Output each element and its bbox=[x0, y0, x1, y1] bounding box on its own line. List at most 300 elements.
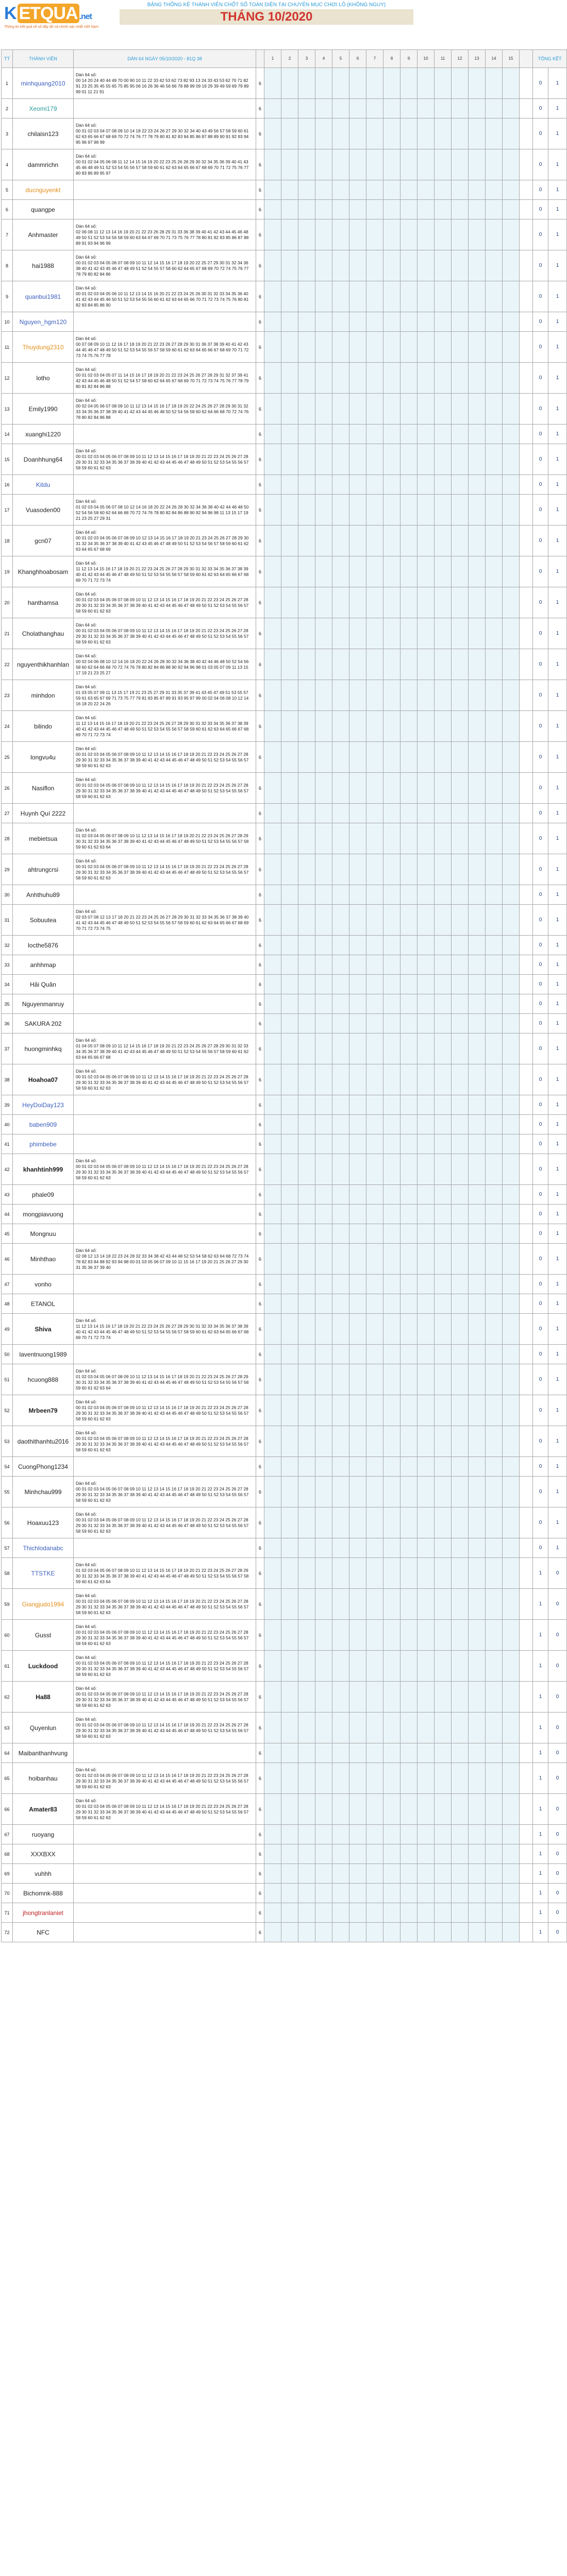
member-link[interactable]: locthe5876 bbox=[28, 941, 58, 949]
win-marker bbox=[520, 1903, 533, 1923]
member-name[interactable] bbox=[13, 1884, 74, 1903]
member-link[interactable]: daothithanhtu2016 bbox=[17, 1437, 69, 1445]
table-row bbox=[2, 526, 567, 556]
member-link[interactable]: minhquang2010 bbox=[21, 79, 65, 87]
number-set bbox=[74, 99, 256, 118]
member-link[interactable]: Xeomi179 bbox=[29, 105, 57, 112]
member-link[interactable]: Thuydung2310 bbox=[22, 343, 64, 351]
day-result-9 bbox=[401, 1651, 418, 1682]
member-link[interactable]: mongpiavuong bbox=[23, 1210, 63, 1218]
member-link[interactable]: Quyenlun bbox=[29, 1724, 57, 1732]
member-link[interactable]: jhongtranlaniet bbox=[23, 1909, 63, 1917]
member-link[interactable]: nguyenthikhanhlan bbox=[17, 660, 69, 668]
day-result-5 bbox=[332, 332, 349, 363]
member-link[interactable]: laventnuong1989 bbox=[19, 1350, 67, 1358]
member-name[interactable] bbox=[13, 425, 74, 444]
member-link[interactable]: bilindo bbox=[34, 722, 52, 730]
day-result-6 bbox=[349, 1903, 366, 1923]
number-count: 6 bbox=[256, 1538, 264, 1558]
day-result-7 bbox=[366, 1064, 383, 1095]
day-result-1 bbox=[264, 1345, 281, 1364]
total-losses: 1 bbox=[548, 1064, 567, 1095]
member-name[interactable] bbox=[13, 526, 74, 556]
day-result-1 bbox=[264, 1115, 281, 1134]
day-result-6 bbox=[349, 885, 366, 905]
day-result-9 bbox=[401, 885, 418, 905]
total-losses: 1 bbox=[548, 200, 567, 219]
day-result-10 bbox=[418, 363, 435, 394]
member-name[interactable] bbox=[13, 680, 74, 711]
member-name[interactable] bbox=[13, 1682, 74, 1713]
row-number: 13 bbox=[2, 394, 13, 425]
day-result-10 bbox=[418, 1134, 435, 1154]
member-link[interactable]: hoibanhau bbox=[28, 1774, 58, 1782]
member-link[interactable]: baben909 bbox=[29, 1121, 57, 1128]
member-link[interactable]: anhhmap bbox=[30, 961, 56, 969]
member-link[interactable]: phimbebe bbox=[29, 1140, 57, 1148]
day-result-1 bbox=[264, 1477, 281, 1507]
day-result-15 bbox=[503, 332, 520, 363]
day-result-14 bbox=[486, 281, 503, 312]
day-result-4 bbox=[315, 1205, 332, 1224]
day-result-8 bbox=[383, 394, 401, 425]
day-result-15 bbox=[503, 804, 520, 823]
member-link[interactable]: hcuong888 bbox=[27, 1376, 59, 1383]
day-result-10 bbox=[418, 1620, 435, 1651]
win-marker bbox=[520, 854, 533, 885]
member-link[interactable]: Hoahoa07 bbox=[28, 1076, 58, 1083]
member-link[interactable]: vonho bbox=[35, 1280, 52, 1288]
member-name[interactable] bbox=[13, 1244, 74, 1275]
member-name[interactable] bbox=[13, 1864, 74, 1884]
member-name[interactable] bbox=[13, 1426, 74, 1457]
member-name[interactable] bbox=[13, 1185, 74, 1205]
member-name[interactable] bbox=[13, 1294, 74, 1314]
member-link[interactable]: vuhhh bbox=[35, 1870, 52, 1877]
member-name[interactable] bbox=[13, 1064, 74, 1095]
day-result-2 bbox=[281, 1095, 298, 1115]
member-link[interactable]: xuanghi1220 bbox=[25, 430, 61, 438]
day-result-2 bbox=[281, 68, 298, 99]
total-wins: 0 bbox=[533, 149, 548, 180]
member-link[interactable]: Mrbeen79 bbox=[28, 1406, 58, 1414]
col-day-10: 10 bbox=[418, 50, 435, 68]
member-link[interactable]: Anhthuhu89 bbox=[26, 891, 60, 899]
member-name[interactable] bbox=[13, 1154, 74, 1185]
day-result-14 bbox=[486, 1457, 503, 1477]
member-link[interactable]: hai1988 bbox=[32, 262, 54, 269]
day-result-2 bbox=[281, 994, 298, 1014]
row-number: 25 bbox=[2, 742, 13, 773]
member-name[interactable] bbox=[13, 1507, 74, 1538]
day-result-14 bbox=[486, 1275, 503, 1294]
day-result-10 bbox=[418, 99, 435, 118]
day-result-4 bbox=[315, 1589, 332, 1620]
member-name[interactable] bbox=[13, 219, 74, 250]
member-link[interactable]: Ha88 bbox=[36, 1693, 51, 1701]
row-number: 54 bbox=[2, 1457, 13, 1477]
day-result-14 bbox=[486, 1844, 503, 1864]
day-result-15 bbox=[503, 1844, 520, 1864]
table-row bbox=[2, 854, 567, 885]
member-name[interactable] bbox=[13, 495, 74, 526]
member-link[interactable]: Mongnuu bbox=[30, 1230, 56, 1238]
total-losses: 1 bbox=[548, 495, 567, 526]
member-name[interactable] bbox=[13, 975, 74, 994]
row-number: 19 bbox=[2, 556, 13, 587]
day-result-2 bbox=[281, 475, 298, 495]
total-wins: 1 bbox=[533, 1558, 548, 1589]
member-name[interactable] bbox=[13, 444, 74, 475]
logo-letter: K bbox=[4, 4, 16, 23]
day-result-11 bbox=[435, 1014, 452, 1033]
number-set: Dàn 64 số: 01 03 05 07 09 11 13 15 17 19 21 23 25 27 29 31 33 35 37 39 41 43 45 47 49 51 53 55 57 59 61 63 65 67 69 71 73 75 77 79 81 83 85 87 89 91 93 95 97 99 00 02 04 06 08 10 12 14 16 18 20 22 24 26 bbox=[74, 680, 256, 711]
day-result-6 bbox=[349, 823, 366, 854]
day-result-9 bbox=[401, 444, 418, 475]
member-link[interactable]: Gusst bbox=[35, 1631, 52, 1639]
member-name[interactable] bbox=[13, 1345, 74, 1364]
table-row bbox=[2, 994, 567, 1014]
member-name[interactable] bbox=[13, 618, 74, 649]
member-link[interactable]: Cholathanghau bbox=[22, 630, 64, 637]
day-result-9 bbox=[401, 1589, 418, 1620]
total-losses: 1 bbox=[548, 742, 567, 773]
member-name[interactable] bbox=[13, 1457, 74, 1477]
member-link[interactable]: Vuasoden00 bbox=[26, 506, 60, 514]
day-result-3 bbox=[298, 1064, 315, 1095]
day-result-5 bbox=[332, 556, 349, 587]
member-name[interactable] bbox=[13, 823, 74, 854]
member-link[interactable]: phale09 bbox=[32, 1191, 54, 1198]
member-name[interactable] bbox=[13, 936, 74, 955]
day-result-7 bbox=[366, 1154, 383, 1185]
total-losses: 1 bbox=[548, 394, 567, 425]
member-link[interactable]: ducnguyenkt bbox=[25, 186, 61, 194]
number-count: 6 bbox=[256, 526, 264, 556]
member-link[interactable]: mebietsua bbox=[28, 835, 58, 842]
member-link[interactable]: Nguyen_hgm120 bbox=[19, 318, 67, 326]
number-count: 6 bbox=[256, 1507, 264, 1538]
win-marker bbox=[520, 200, 533, 219]
total-losses: 0 bbox=[548, 1589, 567, 1620]
day-result-12 bbox=[452, 363, 469, 394]
member-name[interactable] bbox=[13, 1589, 74, 1620]
member-name[interactable] bbox=[13, 363, 74, 394]
day-result-10 bbox=[418, 587, 435, 618]
member-name[interactable] bbox=[13, 1713, 74, 1743]
table-row bbox=[2, 1864, 567, 1884]
member-link[interactable]: ruoyang bbox=[31, 1831, 55, 1838]
member-link[interactable]: quangpe bbox=[31, 206, 55, 213]
member-link[interactable]: NFC bbox=[37, 1928, 49, 1936]
month-title: THÁNG 10/2020 bbox=[120, 9, 413, 25]
member-name[interactable] bbox=[13, 200, 74, 219]
member-link[interactable]: Shiva bbox=[35, 1325, 52, 1333]
day-result-1 bbox=[264, 649, 281, 680]
day-result-12 bbox=[452, 1185, 469, 1205]
member-name[interactable] bbox=[13, 994, 74, 1014]
member-name[interactable] bbox=[13, 1477, 74, 1507]
member-name[interactable] bbox=[13, 1033, 74, 1064]
member-link[interactable]: Maibanthanhvung bbox=[18, 1749, 68, 1757]
member-name[interactable] bbox=[13, 1903, 74, 1923]
member-name[interactable] bbox=[13, 1825, 74, 1844]
day-result-15 bbox=[503, 1713, 520, 1743]
day-result-9 bbox=[401, 1154, 418, 1185]
day-result-12 bbox=[452, 773, 469, 804]
day-result-14 bbox=[486, 394, 503, 425]
member-name[interactable] bbox=[13, 118, 74, 149]
number-count: 6 bbox=[256, 1205, 264, 1224]
day-result-15 bbox=[503, 219, 520, 250]
day-result-7 bbox=[366, 1014, 383, 1033]
member-link[interactable]: HeyDoiDay123 bbox=[22, 1101, 64, 1109]
member-link[interactable]: TTSTKE bbox=[31, 1569, 55, 1577]
member-link[interactable]: quanbui1981 bbox=[25, 293, 61, 300]
day-result-10 bbox=[418, 1275, 435, 1294]
day-result-11 bbox=[435, 556, 452, 587]
member-name[interactable] bbox=[13, 1794, 74, 1825]
day-result-15 bbox=[503, 1507, 520, 1538]
member-name[interactable] bbox=[13, 312, 74, 332]
member-name[interactable] bbox=[13, 1558, 74, 1589]
member-link[interactable]: minhdon bbox=[31, 691, 55, 699]
day-result-3 bbox=[298, 180, 315, 200]
win-marker bbox=[520, 1794, 533, 1825]
day-result-5 bbox=[332, 118, 349, 149]
day-result-12 bbox=[452, 649, 469, 680]
member-name[interactable] bbox=[13, 773, 74, 804]
member-name[interactable] bbox=[13, 649, 74, 680]
member-name[interactable] bbox=[13, 1395, 74, 1426]
day-result-7 bbox=[366, 1651, 383, 1682]
member-name[interactable] bbox=[13, 99, 74, 118]
day-result-2 bbox=[281, 823, 298, 854]
number-set bbox=[74, 975, 256, 994]
day-result-2 bbox=[281, 936, 298, 955]
member-name[interactable] bbox=[13, 804, 74, 823]
total-losses: 1 bbox=[548, 994, 567, 1014]
member-link[interactable]: ETANOL bbox=[30, 1300, 56, 1308]
member-name[interactable] bbox=[13, 1620, 74, 1651]
day-result-6 bbox=[349, 994, 366, 1014]
day-result-2 bbox=[281, 1185, 298, 1205]
day-result-1 bbox=[264, 1713, 281, 1743]
member-link[interactable]: Bichomnk-888 bbox=[23, 1889, 63, 1897]
member-link[interactable]: gcn07 bbox=[35, 537, 52, 545]
day-result-12 bbox=[452, 1115, 469, 1134]
member-link[interactable]: XXXBXX bbox=[30, 1850, 56, 1858]
day-result-12 bbox=[452, 1314, 469, 1345]
member-name[interactable] bbox=[13, 332, 74, 363]
member-name[interactable] bbox=[13, 250, 74, 281]
member-name[interactable] bbox=[13, 1134, 74, 1154]
day-result-12 bbox=[452, 1620, 469, 1651]
day-result-13 bbox=[469, 1903, 486, 1923]
member-link[interactable]: Amater83 bbox=[29, 1805, 57, 1813]
day-result-8 bbox=[383, 250, 401, 281]
member-name[interactable] bbox=[13, 180, 74, 200]
member-link[interactable]: Hải Quân bbox=[30, 980, 56, 988]
member-link[interactable]: Nguyenmanruy bbox=[22, 1000, 64, 1008]
number-set bbox=[74, 1903, 256, 1923]
member-name[interactable] bbox=[13, 1205, 74, 1224]
number-set bbox=[74, 955, 256, 975]
day-result-9 bbox=[401, 1903, 418, 1923]
member-link[interactable]: Huynh Quí 2222 bbox=[20, 809, 66, 817]
member-name[interactable] bbox=[13, 475, 74, 495]
day-result-9 bbox=[401, 281, 418, 312]
number-set: Dàn 64 số: 01 02 03 04 05 06 07 08 09 10 11 12 13 14 15 16 17 18 19 20 21 22 23 24 25 26 27 28 29 30 31 32 33 34 35 36 37 38 39 40 41 42 43 44 45 46 47 48 49 50 51 52 53 54 55 56 57 58 59 60 61 62 63 64 bbox=[74, 823, 256, 854]
member-name[interactable] bbox=[13, 1538, 74, 1558]
total-wins: 0 bbox=[533, 363, 548, 394]
table-row bbox=[2, 99, 567, 118]
day-result-9 bbox=[401, 905, 418, 936]
member-name[interactable] bbox=[13, 556, 74, 587]
member-link[interactable]: Nasiflon bbox=[31, 784, 55, 792]
day-result-4 bbox=[315, 975, 332, 994]
member-name[interactable] bbox=[13, 149, 74, 180]
member-link[interactable]: huongminhkq bbox=[24, 1045, 62, 1053]
day-result-6 bbox=[349, 1244, 366, 1275]
member-name[interactable] bbox=[13, 587, 74, 618]
day-result-10 bbox=[418, 823, 435, 854]
member-link[interactable]: Kitdu bbox=[36, 481, 51, 488]
day-result-8 bbox=[383, 1395, 401, 1426]
member-link[interactable]: chilaisn123 bbox=[27, 130, 59, 138]
day-result-2 bbox=[281, 1844, 298, 1864]
member-name[interactable] bbox=[13, 1844, 74, 1864]
day-result-12 bbox=[452, 1884, 469, 1903]
total-wins: 0 bbox=[533, 1134, 548, 1154]
number-count: 6 bbox=[256, 1395, 264, 1426]
member-link[interactable]: Anhmaster bbox=[28, 231, 58, 239]
day-result-13 bbox=[469, 742, 486, 773]
member-link[interactable]: Doanhhung64 bbox=[23, 455, 63, 463]
member-name[interactable] bbox=[13, 1224, 74, 1244]
member-name[interactable] bbox=[13, 1115, 74, 1134]
member-link[interactable]: ahtrungcrsi bbox=[27, 866, 59, 873]
day-result-6 bbox=[349, 425, 366, 444]
table-row bbox=[2, 1185, 567, 1205]
day-result-8 bbox=[383, 1923, 401, 1942]
day-result-11 bbox=[435, 854, 452, 885]
day-result-8 bbox=[383, 526, 401, 556]
day-result-1 bbox=[264, 1185, 281, 1205]
member-link[interactable]: Hoaxuu123 bbox=[27, 1519, 59, 1527]
day-result-9 bbox=[401, 1115, 418, 1134]
day-result-1 bbox=[264, 394, 281, 425]
day-result-14 bbox=[486, 1345, 503, 1364]
member-name[interactable] bbox=[13, 955, 74, 975]
member-link[interactable]: dammrichn bbox=[27, 161, 59, 168]
member-name[interactable] bbox=[13, 1651, 74, 1682]
member-name[interactable] bbox=[13, 854, 74, 885]
member-name[interactable] bbox=[13, 1314, 74, 1345]
member-name[interactable] bbox=[13, 1014, 74, 1033]
day-result-14 bbox=[486, 1064, 503, 1095]
member-name[interactable] bbox=[13, 885, 74, 905]
member-link[interactable]: Giangjudo1994 bbox=[22, 1600, 64, 1608]
member-link[interactable]: khanhtinh999 bbox=[23, 1165, 63, 1173]
day-result-3 bbox=[298, 1395, 315, 1426]
member-name[interactable] bbox=[13, 1743, 74, 1763]
member-name[interactable] bbox=[13, 394, 74, 425]
day-result-15 bbox=[503, 1426, 520, 1457]
day-result-12 bbox=[452, 955, 469, 975]
day-result-13 bbox=[469, 1395, 486, 1426]
day-result-4 bbox=[315, 312, 332, 332]
member-name[interactable] bbox=[13, 742, 74, 773]
table-row bbox=[2, 312, 567, 332]
day-result-3 bbox=[298, 281, 315, 312]
day-result-3 bbox=[298, 149, 315, 180]
member-name[interactable] bbox=[13, 281, 74, 312]
member-link[interactable]: Emily1990 bbox=[28, 405, 58, 413]
number-set: Dàn 64 số: 00 01 02 03 04 07 08 09 10 14 18 22 23 24 26 27 29 30 32 34 40 43 49 56 57 58 59 60 61 62 63 65 66 67 68 69 70 72 74 76 77 78 79 80 81 82 83 84 85 86 87 88 89 90 91 92 93 94 95 96 97 98 99 bbox=[74, 118, 256, 149]
member-link[interactable]: Minhchau999 bbox=[24, 1488, 62, 1496]
table-row bbox=[2, 1224, 567, 1244]
member-link[interactable]: Minhthao bbox=[30, 1255, 56, 1263]
member-link[interactable]: Sobuutea bbox=[29, 916, 57, 924]
day-result-1 bbox=[264, 1651, 281, 1682]
day-result-4 bbox=[315, 1345, 332, 1364]
win-marker bbox=[520, 1558, 533, 1589]
day-result-15 bbox=[503, 1154, 520, 1185]
member-link[interactable]: longvu4u bbox=[30, 753, 56, 761]
day-result-6 bbox=[349, 1064, 366, 1095]
member-link[interactable]: hanthamsa bbox=[27, 599, 59, 606]
day-result-2 bbox=[281, 1275, 298, 1294]
member-link[interactable]: CuongPhong1234 bbox=[18, 1463, 68, 1470]
total-wins: 1 bbox=[533, 1743, 548, 1763]
member-name[interactable] bbox=[13, 1923, 74, 1942]
page-header bbox=[0, 0, 533, 35]
win-marker bbox=[520, 1294, 533, 1314]
member-name[interactable] bbox=[13, 68, 74, 99]
day-result-4 bbox=[315, 742, 332, 773]
member-link[interactable]: Luckdood bbox=[28, 1662, 58, 1670]
member-link[interactable]: Khanghhoabosam bbox=[18, 568, 69, 575]
total-wins: 0 bbox=[533, 180, 548, 200]
number-count: 6 bbox=[256, 281, 264, 312]
day-result-2 bbox=[281, 1743, 298, 1763]
day-result-11 bbox=[435, 680, 452, 711]
member-link[interactable]: SAKURA 202 bbox=[24, 1020, 62, 1027]
member-name[interactable] bbox=[13, 1095, 74, 1115]
day-result-13 bbox=[469, 180, 486, 200]
member-link[interactable]: lotho bbox=[36, 374, 50, 382]
member-name[interactable] bbox=[13, 711, 74, 742]
win-marker bbox=[520, 823, 533, 854]
member-name[interactable] bbox=[13, 1763, 74, 1794]
day-result-2 bbox=[281, 773, 298, 804]
day-result-13 bbox=[469, 495, 486, 526]
number-set: Dàn 64 số: 00 01 02 03 04 05 06 07 08 09 10 11 12 13 14 15 16 17 18 19 20 21 22 23 24 25 26 27 28 29 30 31 32 33 34 35 36 37 38 39 40 41 42 43 44 45 46 47 48 49 50 51 52 53 54 55 56 57 58 59 60 61 62 63 bbox=[74, 1064, 256, 1095]
site-logo[interactable] bbox=[4, 3, 102, 34]
member-name[interactable] bbox=[13, 1364, 74, 1395]
member-name[interactable] bbox=[13, 905, 74, 936]
table-row bbox=[2, 1713, 567, 1743]
member-name[interactable] bbox=[13, 1275, 74, 1294]
day-result-7 bbox=[366, 200, 383, 219]
number-set bbox=[74, 1825, 256, 1844]
col-day-2: 2 bbox=[281, 50, 298, 68]
member-link[interactable]: Thichlodanabc bbox=[23, 1544, 63, 1552]
day-result-14 bbox=[486, 1185, 503, 1205]
day-result-3 bbox=[298, 526, 315, 556]
total-wins: 0 bbox=[533, 118, 548, 149]
